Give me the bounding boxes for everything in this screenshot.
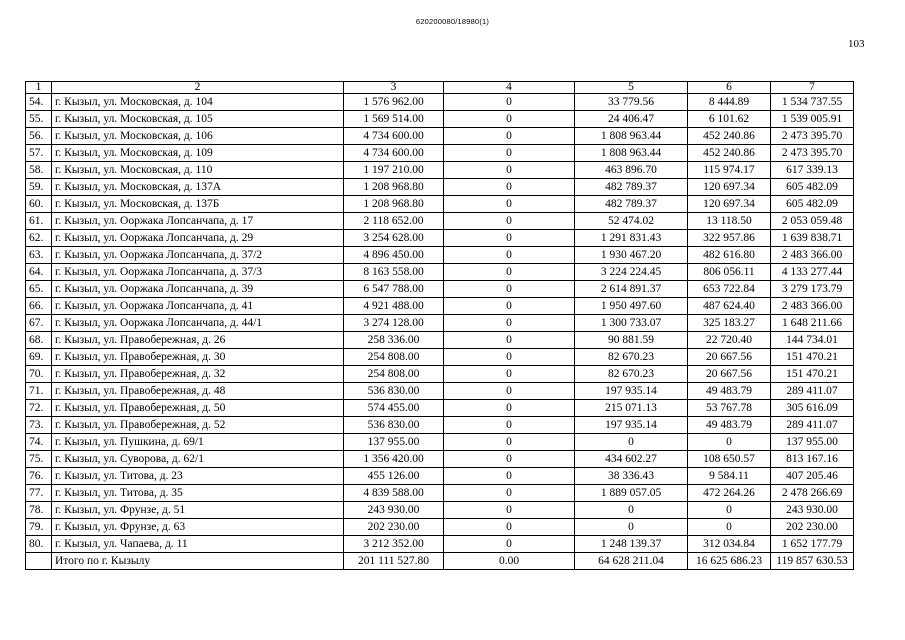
table-row [26,349,854,366]
table-cell: 0 [444,94,575,111]
table-row [26,536,854,553]
table-cell: 1 950 497.60 [575,298,688,315]
table-cell: 0 [444,451,575,468]
table-cell: 0 [444,128,575,145]
table-cell: 202 230.00 [344,519,444,536]
column-header-2: 2 [52,82,344,94]
table-cell: 407 205.46 [771,468,854,485]
table-cell: 1 808 963.44 [575,145,688,162]
table-cell: 536 830.00 [344,383,444,400]
table-cell: 0 [444,332,575,349]
table-row [26,417,854,434]
table-cell: 472 264.26 [688,485,771,502]
table-cell: 71. [26,383,52,400]
table-cell: 0 [444,196,575,213]
table-row [26,468,854,485]
table-cell: 0 [444,145,575,162]
table-cell: 482 789.37 [575,196,688,213]
table-row [26,298,854,315]
table-cell: г. Кызыл, ул. Правобережная, д. 50 [52,400,344,417]
table-cell: 0 [444,383,575,400]
table-cell: 67. [26,315,52,332]
table-cell: 322 957.86 [688,230,771,247]
table-cell: г. Кызыл, ул. Московская, д. 109 [52,145,344,162]
table-cell: г. Кызыл, ул. Правобережная, д. 30 [52,349,344,366]
table-row [26,196,854,213]
table-cell: 452 240.86 [688,145,771,162]
table-row [26,247,854,264]
table-cell: 0 [688,502,771,519]
table-cell: 3 274 128.00 [344,315,444,332]
table-cell: 20 667.56 [688,366,771,383]
table-cell: г. Кызыл, ул. Титова, д. 35 [52,485,344,502]
table-cell: 289 411.07 [771,417,854,434]
table-cell: 8 444.89 [688,94,771,111]
table-cell: 0 [444,536,575,553]
table-cell: 1 539 005.91 [771,111,854,128]
table-cell: 0 [444,417,575,434]
table-row [26,128,854,145]
table-cell: 0 [444,179,575,196]
table-cell: 2 118 652.00 [344,213,444,230]
table-row [26,94,854,111]
table-cell: 1 576 962.00 [344,94,444,111]
table-cell: 59. [26,179,52,196]
table-cell: 52 474.02 [575,213,688,230]
table-cell: 4 896 450.00 [344,247,444,264]
table-cell: г. Кызыл, ул. Московская, д. 106 [52,128,344,145]
table-cell: 4 734 600.00 [344,145,444,162]
table-cell: 0 [575,519,688,536]
table-cell: 64. [26,264,52,281]
table-cell: г. Кызыл, ул. Ооржака Лопсанчапа, д. 41 [52,298,344,315]
table-cell: 3 224 224.45 [575,264,688,281]
table-cell: 455 126.00 [344,468,444,485]
table-cell: 53 767.78 [688,400,771,417]
table-cell: 1 930 467.20 [575,247,688,264]
table-cell: 62. [26,230,52,247]
table-cell: 482 616.80 [688,247,771,264]
table-cell: 653 722.84 [688,281,771,298]
table-cell: г. Кызыл, ул. Московская, д. 105 [52,111,344,128]
table-cell: 289 411.07 [771,383,854,400]
table-cell: 115 974.17 [688,162,771,179]
table-cell: 2 473 395.70 [771,128,854,145]
table-cell: 0 [444,230,575,247]
table-cell: 1 889 057.05 [575,485,688,502]
table-cell: г. Кызыл, ул. Московская, д. 137А [52,179,344,196]
table-cell: г. Кызыл, ул. Правобережная, д. 48 [52,383,344,400]
table-cell: 0 [444,281,575,298]
table-cell: 4 839 588.00 [344,485,444,502]
table-cell: 1 648 211.66 [771,315,854,332]
table-cell: 0 [444,264,575,281]
table-cell: г. Кызыл, ул. Ооржака Лопсанчапа, д. 37/2 [52,247,344,264]
table-cell: 74. [26,434,52,451]
table-cell: 0 [444,485,575,502]
table-cell: 1 197 210.00 [344,162,444,179]
table-cell: 3 212 352.00 [344,536,444,553]
document-id: 620200080/18980(1) [415,17,490,26]
table-cell: 202 230.00 [771,519,854,536]
table-row [26,111,854,128]
table-cell: 78. [26,502,52,519]
table-cell: 2 053 059.48 [771,213,854,230]
table-cell: 137 955.00 [771,434,854,451]
table-cell: 2 473 395.70 [771,145,854,162]
table-cell: 0 [688,434,771,451]
table-cell: 3 279 173.79 [771,281,854,298]
table-cell: 75. [26,451,52,468]
table-cell: 243 930.00 [344,502,444,519]
table-cell: 0 [444,247,575,264]
table-cell: 65. [26,281,52,298]
table-cell: 487 624.40 [688,298,771,315]
table-cell: 2 483 366.00 [771,298,854,315]
table-cell: 1 569 514.00 [344,111,444,128]
table-cell: 63. [26,247,52,264]
table-row [26,213,854,230]
table-cell: 6 101.62 [688,111,771,128]
table-cell: г. Кызыл, ул. Ооржака Лопсанчапа, д. 44/1 [52,315,344,332]
table-cell: 463 896.70 [575,162,688,179]
total-value: 201 111 527.80 [344,553,444,570]
table-cell: 82 670.23 [575,366,688,383]
table-cell: 605 482.09 [771,196,854,213]
table-row [26,451,854,468]
table-cell: 254 808.00 [344,349,444,366]
table-row [26,145,854,162]
total-value: 119 857 630.53 [771,553,854,570]
table-cell: 1 208 968.80 [344,196,444,213]
table-cell: 68. [26,332,52,349]
page-number: 103 [848,38,865,50]
table-cell: 58. [26,162,52,179]
table-cell: г. Кызыл, ул. Московская, д. 137Б [52,196,344,213]
table-cell: 6 547 788.00 [344,281,444,298]
column-header-4: 4 [444,82,575,94]
table-cell: 69. [26,349,52,366]
table-cell: 605 482.09 [771,179,854,196]
total-label: Итого по г. Кызылу [52,553,344,570]
table-cell: 80. [26,536,52,553]
table-cell: 1 534 737.55 [771,94,854,111]
table-cell: 0 [688,519,771,536]
table-row [26,519,854,536]
table-cell: 79. [26,519,52,536]
table-cell: 258 336.00 [344,332,444,349]
table-cell: 0 [444,519,575,536]
table-cell: 1 291 831.43 [575,230,688,247]
table-cell: 312 034.84 [688,536,771,553]
table-cell: 1 248 139.37 [575,536,688,553]
table-cell: 4 921 488.00 [344,298,444,315]
table-cell: 73. [26,417,52,434]
table-cell: 82 670.23 [575,349,688,366]
table-cell: 49 483.79 [688,417,771,434]
table-cell: 2 483 366.00 [771,247,854,264]
total-row [26,553,854,570]
table-cell: 66. [26,298,52,315]
data-table [25,81,854,570]
table-cell: 452 240.86 [688,128,771,145]
table-cell: 1 208 968.80 [344,179,444,196]
table-cell: 151 470.21 [771,349,854,366]
table-cell: 120 697.34 [688,196,771,213]
table-cell: 56. [26,128,52,145]
table-row [26,383,854,400]
table-cell: 20 667.56 [688,349,771,366]
table-cell: 76. [26,468,52,485]
table-cell: 215 071.13 [575,400,688,417]
table-cell: г. Кызыл, ул. Правобережная, д. 52 [52,417,344,434]
table-cell: 108 650.57 [688,451,771,468]
table-cell: 9 584.11 [688,468,771,485]
table-cell: 8 163 558.00 [344,264,444,281]
table-row [26,502,854,519]
table-cell: 0 [444,502,575,519]
table-cell: 72. [26,400,52,417]
table-cell: г. Кызыл, ул. Правобережная, д. 32 [52,366,344,383]
table-cell: 57. [26,145,52,162]
table-cell: г. Кызыл, ул. Фрунзе, д. 63 [52,519,344,536]
table-cell: г. Кызыл, ул. Ооржака Лопсанчапа, д. 17 [52,213,344,230]
table-cell: 0 [444,162,575,179]
table-cell: 49 483.79 [688,383,771,400]
table-cell: г. Кызыл, ул. Суворова, д. 62/1 [52,451,344,468]
table-row [26,315,854,332]
table-cell: 90 881.59 [575,332,688,349]
table-cell: г. Кызыл, ул. Ооржака Лопсанчапа, д. 39 [52,281,344,298]
table-cell: 38 336.43 [575,468,688,485]
table-cell: 1 808 963.44 [575,128,688,145]
table-cell: 254 808.00 [344,366,444,383]
table-row [26,366,854,383]
table-body [26,82,854,570]
column-header-6: 6 [688,82,771,94]
table-cell: 137 955.00 [344,434,444,451]
table-cell: 60. [26,196,52,213]
table-cell: 0 [444,434,575,451]
total-spacer-cell [26,553,52,570]
table-row [26,434,854,451]
column-header-3: 3 [344,82,444,94]
table-cell: г. Кызыл, ул. Ооржака Лопсанчапа, д. 29 [52,230,344,247]
header-row [26,82,854,94]
total-value: 0.00 [444,553,575,570]
table-cell: 3 254 628.00 [344,230,444,247]
table-cell: г. Кызыл, ул. Пушкина, д. 69/1 [52,434,344,451]
table-cell: 482 789.37 [575,179,688,196]
table-cell: 151 470.21 [771,366,854,383]
column-header-7: 7 [771,82,854,94]
table-cell: 70. [26,366,52,383]
table-cell: 617 339.13 [771,162,854,179]
table-cell: 536 830.00 [344,417,444,434]
table-row [26,281,854,298]
table-cell: 4 734 600.00 [344,128,444,145]
table-cell: 13 118.50 [688,213,771,230]
table-cell: 0 [444,400,575,417]
table-row [26,485,854,502]
table-cell: 574 455.00 [344,400,444,417]
table-cell: 0 [575,502,688,519]
table-row [26,264,854,281]
table-cell: 0 [444,315,575,332]
column-header-5: 5 [575,82,688,94]
table-cell: г. Кызыл, ул. Московская, д. 110 [52,162,344,179]
table-cell: 55. [26,111,52,128]
table-cell: 144 734.01 [771,332,854,349]
table-cell: 434 602.27 [575,451,688,468]
table-cell: 61. [26,213,52,230]
table-cell: 2 614 891.37 [575,281,688,298]
table-row [26,162,854,179]
table-cell: 22 720.40 [688,332,771,349]
table-cell: г. Кызыл, ул. Фрунзе, д. 51 [52,502,344,519]
table-cell: г. Кызыл, ул. Ооржака Лопсанчапа, д. 37/3 [52,264,344,281]
table-row [26,179,854,196]
total-value: 16 625 686.23 [688,553,771,570]
table-cell: 24 406.47 [575,111,688,128]
table-cell: 33 779.56 [575,94,688,111]
table-cell: 0 [444,349,575,366]
table-row [26,230,854,247]
table-cell: 1 300 733.07 [575,315,688,332]
table-cell: 0 [444,298,575,315]
table-cell: 0 [444,366,575,383]
table-cell: 305 616.09 [771,400,854,417]
table-cell: 1 652 177.79 [771,536,854,553]
table-cell: 4 133 277.44 [771,264,854,281]
table-cell: 0 [444,213,575,230]
table-cell: 806 056.11 [688,264,771,281]
table-cell: 0 [444,468,575,485]
total-value: 64 628 211.04 [575,553,688,570]
table-cell: 120 697.34 [688,179,771,196]
table-cell: 197 935.14 [575,383,688,400]
table-cell: г. Кызыл, ул. Титова, д. 23 [52,468,344,485]
table-cell: 197 935.14 [575,417,688,434]
table-cell: 77. [26,485,52,502]
table-cell: 325 183.27 [688,315,771,332]
table-cell: 0 [575,434,688,451]
table-row [26,400,854,417]
table-cell: г. Кызыл, ул. Правобережная, д. 26 [52,332,344,349]
table-cell: 813 167.16 [771,451,854,468]
table-cell: 1 356 420.00 [344,451,444,468]
column-header-1: 1 [26,82,52,94]
table-row [26,332,854,349]
table-cell: 1 639 838.71 [771,230,854,247]
table-cell: 243 930.00 [771,502,854,519]
table-cell: 54. [26,94,52,111]
table-cell: г. Кызыл, ул. Чапаева, д. 11 [52,536,344,553]
table-cell: 2 478 266.69 [771,485,854,502]
table-cell: 0 [444,111,575,128]
table-cell: г. Кызыл, ул. Московская, д. 104 [52,94,344,111]
